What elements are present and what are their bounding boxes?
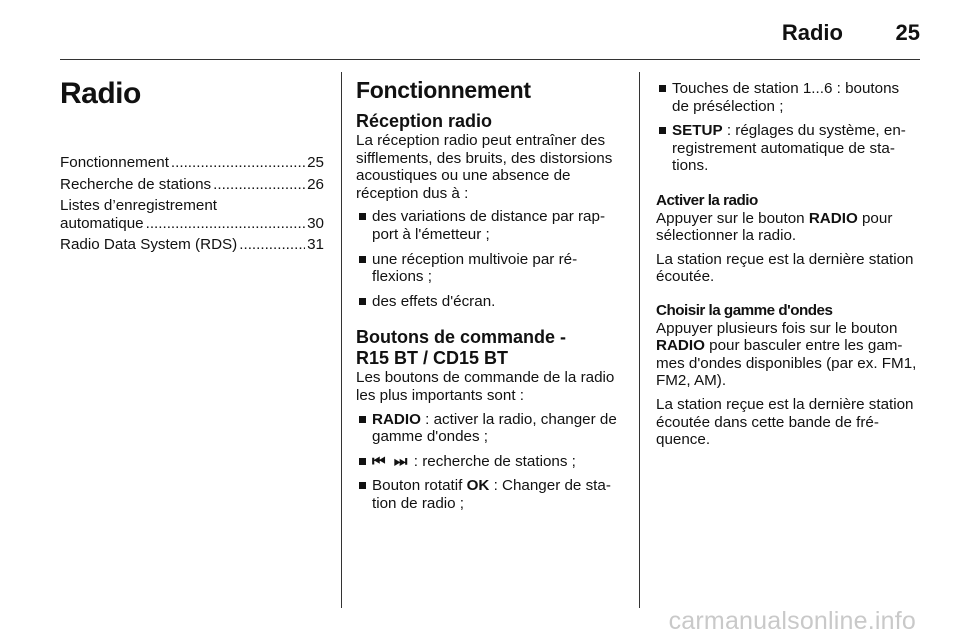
subsection-title-reception: Réception radio: [356, 111, 493, 131]
toc-entry-label: Fonctionnement: [60, 154, 169, 171]
toc-entry[interactable]: [60, 197, 324, 232]
toc-entry-label-line1: Listes d’enregistrement: [60, 197, 218, 215]
column-toc: [60, 72, 324, 258]
page-number: 25: [895, 20, 920, 45]
radio-key-label: RADIO: [372, 410, 421, 428]
activate-radio-title: Activer la radio: [656, 191, 758, 209]
ok-key-label: OK: [466, 477, 490, 495]
setup-key-label: SETUP: [672, 122, 723, 140]
list-item: des effets d'écran.: [356, 293, 620, 311]
column-right: [656, 72, 920, 455]
toc-leader: [171, 154, 305, 172]
toc-leader: [146, 215, 306, 233]
header-rule: [60, 59, 920, 60]
subsection-title-buttons: [356, 327, 620, 369]
reception-paragraph: La réception radio peut entraîner des sifflements, des bruits, des distorsions acoustiques ou une absence de réception dus à :: [356, 132, 613, 202]
toc-entry[interactable]: [60, 154, 324, 172]
buttons-paragraph: Les boutons de commande de la radio les plus importants sont :: [356, 369, 615, 404]
table-of-contents: [60, 154, 324, 254]
list-item: Bouton rotatif OK : Changer de station de radio ;: [356, 477, 620, 512]
buttons-list-continued: [656, 80, 920, 175]
toc-entry-label: Recherche de stations: [60, 175, 212, 193]
band-paragraph-2: La station reçue est la dernière station écoutée dans cette bande de fréquence.: [656, 395, 914, 449]
toc-entry-page: 26: [307, 175, 324, 193]
buttons-title-line1: Boutons de commande -: [356, 327, 567, 348]
toc-entry[interactable]: [60, 236, 324, 254]
toc-entry-label: automatique: [60, 214, 144, 232]
reception-list: [356, 208, 620, 310]
buttons-title-line2: R15 BT / CD15 BT: [356, 348, 509, 369]
seek-buttons-icon: ⏮ ⏭: [372, 452, 410, 470]
toc-leader: [239, 236, 305, 254]
list-item: RADIO : activer la radio, changer de gamme d'ondes ;: [356, 411, 620, 446]
column-divider: [639, 72, 640, 608]
list-item: SETUP : réglages du système, enregistrement automatique de stations.: [656, 122, 920, 175]
chapter-title: Radio: [60, 77, 141, 110]
toc-entry[interactable]: [60, 176, 324, 194]
section-title: Fonctionnement: [356, 77, 531, 103]
activate-paragraph-1: Appuyer sur le bouton RADIO pour sélectionner la radio.: [656, 209, 893, 245]
column-main: [356, 72, 620, 520]
toc-entry-page: 25: [307, 154, 324, 171]
toc-leader: [213, 176, 305, 194]
toc-entry-page: 30: [307, 214, 324, 232]
toc-entry-page: 31: [307, 236, 324, 254]
watermark: carmanualsonline.info: [668, 607, 916, 635]
list-item: des variations de distance par rapport à l'émetteur ;: [356, 208, 620, 243]
running-header-title: Radio: [781, 20, 843, 45]
list-item: ⏮ ⏭ : recherche de stations ;: [356, 453, 620, 471]
buttons-list: [356, 411, 620, 513]
toc-entry-label: Radio Data System (RDS): [60, 236, 238, 254]
activate-paragraph-2: La station reçue est la dernière station écoutée.: [656, 250, 914, 286]
band-paragraph-1: Appuyer plusieurs fois sur le bouton RADIO pour basculer entre les gammes d'ondes disponibles (par ex. FM1, FM2, AM).: [656, 319, 917, 390]
list-item: Touches de station 1...6 : boutons de présélection ;: [656, 80, 920, 115]
column-divider: [341, 72, 342, 608]
list-item: une réception multivoie par réflexions ;: [356, 251, 620, 286]
choose-band-title: Choisir la gamme d'ondes: [656, 301, 833, 319]
